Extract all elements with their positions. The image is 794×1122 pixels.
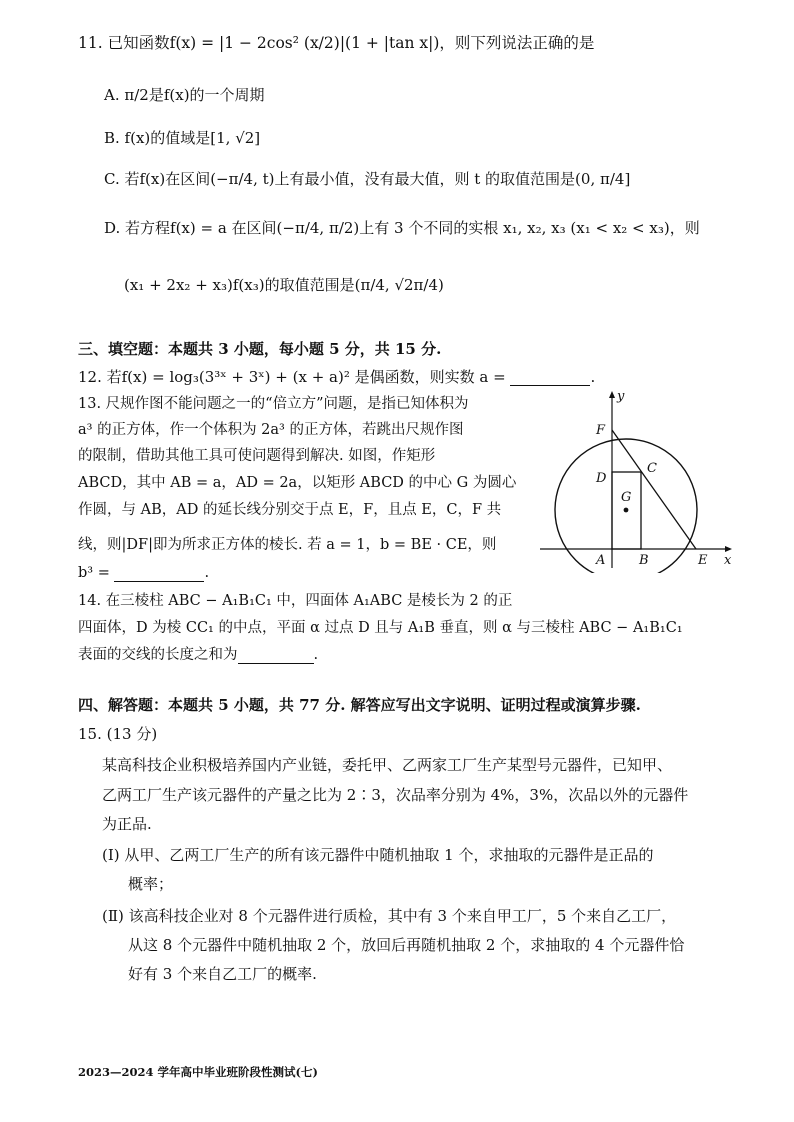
y-axis-arrow [609,391,615,398]
q14-line-1: 14. 在三棱柱 ABC − A₁B₁C₁ 中，四面体 A₁ABC 是棱长为 2 的正 [78,593,513,609]
q13-line-6: 线，则|DF|即为所求正方体的棱长. 若 a = 1，b = BE · CE，则 [78,537,497,553]
label-d: D [596,471,607,486]
q11-option-d-cont: (x₁ + 2x₂ + x₃)f(x₃)的取值范围是(π/4, √2π/4) [124,276,444,294]
label-c: C [647,461,657,476]
q11-option-d: D. 若方程f(x) = a 在区间(−π/4, π/2)上有 3 个不同的实根 x₁, x₂, x₃ (x₁ < x₂ < x₃)，则 [104,219,700,237]
label-e: E [698,553,708,568]
q15-part2-line2: 从这 8 个元器件中随机抽取 2 个，放回后再随机抽取 2 个，求抽取的 4 个元器件恰 [128,936,685,954]
q15-part1-line2: 概率； [128,875,174,893]
label-f: F [596,423,606,438]
x-axis-arrow [725,546,732,552]
q11-option-b: B. f(x)的值域是[1, √2] [104,129,261,147]
q13-line-3: 的限制，借助其他工具可使问题得到解决. 如图，作矩形 [78,448,436,464]
section3-title: 三、填空题：本题共 3 小题，每小题 5 分，共 15 分. [78,340,442,358]
q15-body-3: 为正品. [102,815,152,833]
label-y: y [617,389,625,404]
q13-line-5: 作圆，与 AB，AD 的延长线分别交于点 E，F，且点 E，C，F 共 [78,502,502,518]
circle-g [555,439,697,573]
q12-post: . [590,368,596,386]
q13-answer-blank[interactable] [114,566,204,582]
q15-part2-line1: (Ⅱ) 该高科技企业对 8 个元器件进行质检，其中有 3 个来自甲工厂，5 个来自乙工厂， [102,907,677,925]
q14-answer-blank[interactable] [238,648,314,664]
q11-option-c: C. 若f(x)在区间(−π/4, t)上有最小值，没有最大值，则 t 的取值范围是(0, π/4] [104,170,631,188]
q11-option-a: A. π/2是f(x)的一个周期 [104,86,265,104]
q12-pre: 12. 若f(x) = log₃(3³ˣ + 3ˣ) + (x + a)² 是偶函数，则实数 a = [78,368,506,386]
label-a: A [596,553,606,568]
q15-head: 15. (13 分) [78,725,158,743]
q14-last-pre: 表面的交线的长度之和为 [78,647,238,663]
q14-line-2: 四面体，D 为棱 CC₁ 的中点，平面 α 过点 D 且与 A₁B 垂直，则 α 与三棱柱 ABC − A₁B₁C₁ [78,620,683,636]
q15-body-2: 乙两工厂生产该元器件的产量之比为 2∶3，次品率分别为 4%，3%，次品以外的元器件 [102,786,689,804]
q14-last-line [78,648,318,664]
q13-line-1: 13. 尺规作图不能问题之一的“倍立方”问题，是指已知体积为 [78,396,469,412]
q11-stem [78,36,594,52]
q13-line-2: a³ 的正方体，作一个体积为 2a³ 的正方体，若跳出尺规作图 [78,422,464,438]
q14-last-post: . [313,647,319,663]
section4-title: 四、解答题：本题共 5 小题，共 77 分. 解答应写出文字说明、证明过程或演算步骤. [78,696,641,714]
q13-last-pre: b³ = [78,565,110,581]
q11-stem-formula: |1 − 2cos² (x/2)|(1 + |tan x|) [219,34,440,52]
q11-stem-post: ，则下列说法正确的是 [439,34,595,52]
q13-line-4: ABCD，其中 AB = a，AD = 2a，以矩形 ABCD 的中心 G 为圆心 [78,475,517,491]
q15-body-1: 某高科技企业积极培养国内产业链，委托甲、乙两家工厂生产某型号元器件，已知甲、 [102,756,673,774]
q13-last-post: . [204,565,210,581]
q15-part1-line1: (Ⅰ) 从甲、乙两工厂生产的所有该元器件中随机抽取 1 个，求抽取的元器件是正品的 [102,846,654,864]
q13-figure [540,388,740,573]
label-g: G [621,490,632,505]
center-point-g [624,508,629,513]
label-x: x [724,553,732,568]
q13-last-line [78,566,209,582]
q12-answer-blank[interactable] [510,370,590,386]
label-b: B [639,553,649,568]
q11-stem-pre: 11. 已知函数f(x) = [78,34,219,52]
page-footer: 2023—2024 学年高中毕业班阶段性测试(七) [78,1065,318,1079]
q15-part2-line3: 好有 3 个来自乙工厂的概率. [128,965,317,983]
q12-text [78,370,595,386]
